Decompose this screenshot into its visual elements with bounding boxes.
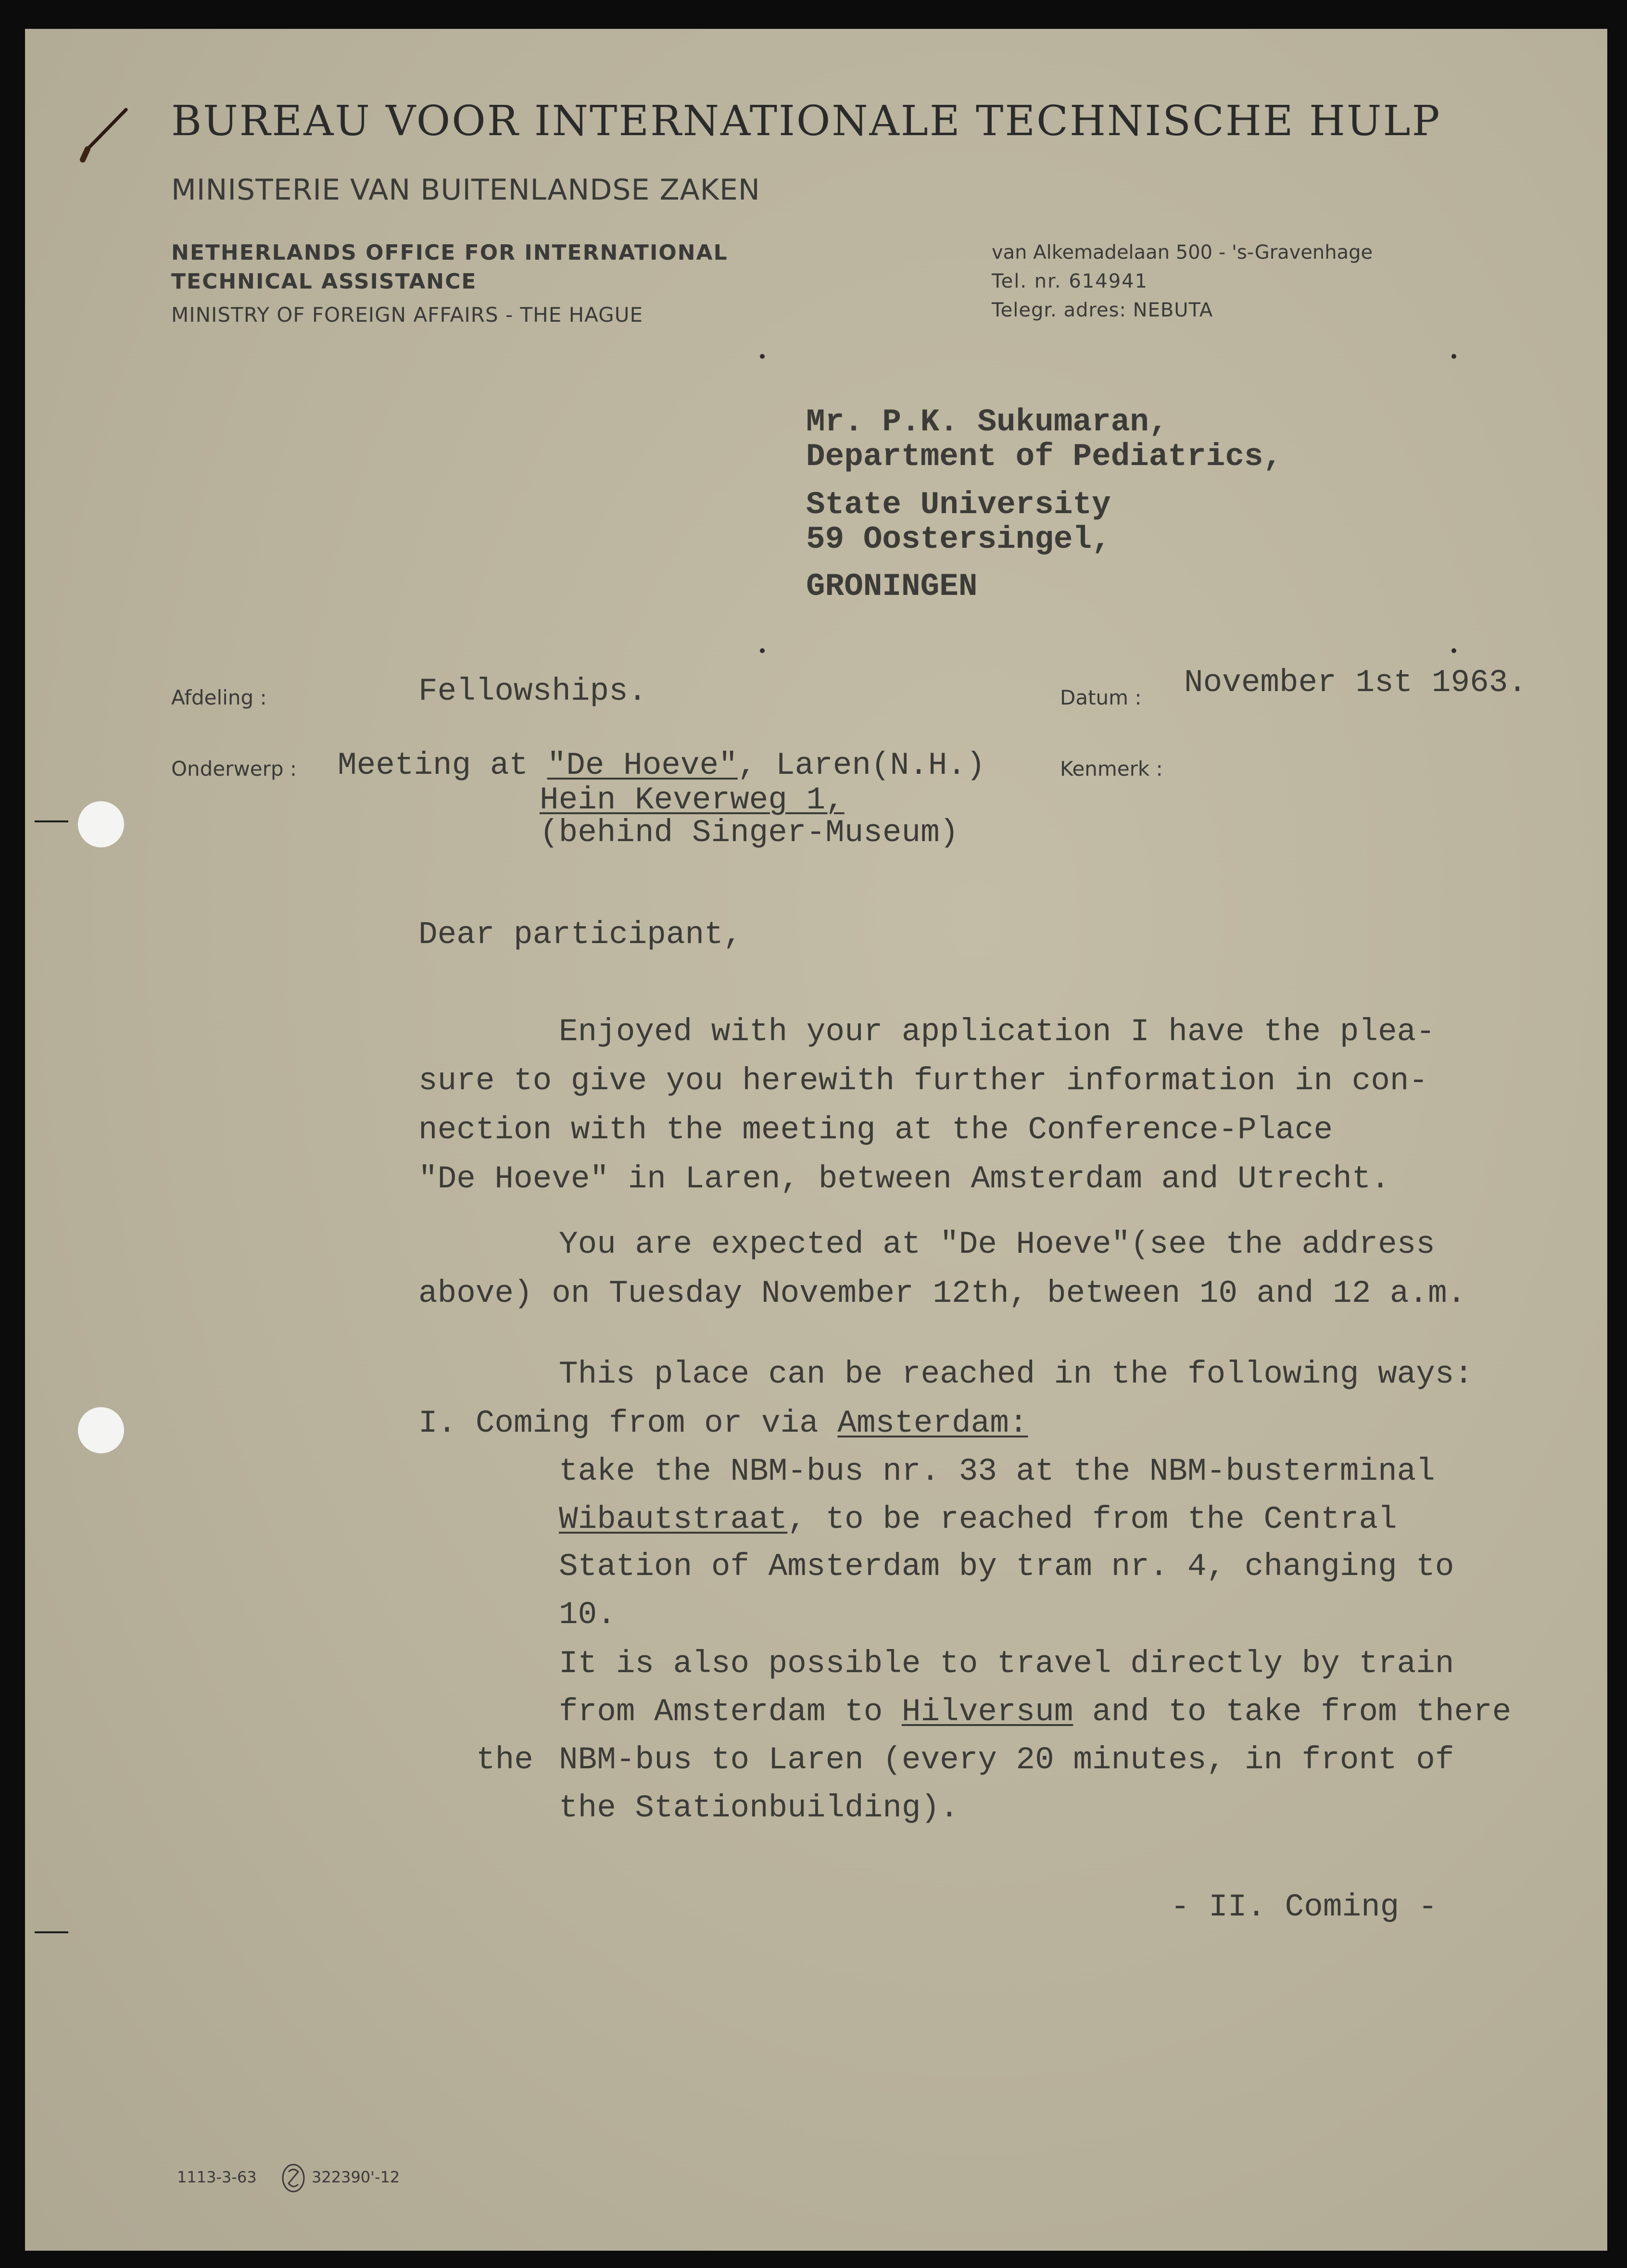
- p3-line-1: This place can be reached in the following ways:: [559, 1356, 1474, 1392]
- item1-line-5: 10.: [559, 1597, 616, 1633]
- item1-line-1: [418, 1405, 1028, 1441]
- item1-line-7-pre: from Amsterdam to: [559, 1694, 902, 1730]
- onderwerp-venue: "De Hoeve": [547, 747, 738, 783]
- onderwerp-pre: Meeting at: [338, 747, 547, 783]
- datum-value: November 1st 1963.: [1184, 665, 1527, 701]
- print-code: 322390'-12: [312, 2168, 400, 2186]
- onderwerp-street: Hein Keverweg 1,: [540, 782, 845, 818]
- onderwerp-label: Onderwerp :: [171, 757, 297, 781]
- letterhead-ministry-en: MINISTRY OF FOREIGN AFFAIRS - THE HAGUE: [171, 303, 643, 327]
- fold-tick-bottom: [35, 1931, 68, 1933]
- letter-sheet: [25, 29, 1607, 2251]
- item1-pre: I. Coming from or via: [418, 1405, 838, 1441]
- letterhead-office-en-2: TECHNICAL ASSISTANCE: [171, 269, 477, 294]
- item1-line-4: Station of Amsterdam by tram nr. 4, changing to: [559, 1549, 1454, 1585]
- item1-line-7-post: and to take from there: [1073, 1694, 1512, 1730]
- fold-tick-top: [35, 820, 68, 822]
- pen-mark-icon: [78, 106, 131, 164]
- item1-line-3: [559, 1501, 1397, 1537]
- window-mark-top-right: [1451, 354, 1456, 359]
- p1-line-4: "De Hoeve" in Laren, between Amsterdam and Utrecht.: [418, 1161, 1390, 1197]
- recipient-department: Department of Pediatrics,: [806, 439, 1283, 475]
- recipient-city: GRONINGEN: [806, 568, 978, 605]
- item1-line-2: take the NBM-bus nr. 33 at the NBM-busterminal: [559, 1453, 1435, 1489]
- onderwerp-post: , Laren(N.H.): [737, 747, 985, 783]
- item1-street: Wibautstraat: [559, 1501, 788, 1537]
- punch-hole-bottom: [78, 1407, 124, 1453]
- form-code: 1113-3-63: [177, 2168, 257, 2186]
- item1-line-3-post: , to be reached from the Central: [787, 1501, 1397, 1537]
- letterhead-title: BUREAU VOOR INTERNATIONALE TECHNISCHE HULP: [171, 97, 1441, 145]
- letterhead-ministry-nl: MINISTERIE VAN BUITENLANDSE ZAKEN: [171, 173, 760, 207]
- item1-line-8: NBM-bus to Laren (every 20 minutes, in front of: [559, 1742, 1454, 1778]
- recipient-street: 59 Oostersingel,: [806, 521, 1111, 557]
- window-mark-bottom-left: [760, 648, 765, 653]
- kenmerk-label: Kenmerk :: [1060, 757, 1163, 781]
- onderwerp-note: (behind Singer-Museum): [540, 815, 959, 851]
- letterhead-office-en-1: NETHERLANDS OFFICE FOR INTERNATIONAL: [171, 240, 728, 265]
- letterhead-address: van Alkemadelaan 500 - 's-Gravenhage: [992, 241, 1373, 264]
- p2-line-2: above) on Tuesday November 12th, between 10 and 12 a.m.: [418, 1275, 1466, 1311]
- item1-line-8-margin: the: [476, 1742, 533, 1778]
- recipient-institution: State University: [806, 487, 1111, 523]
- letterhead-phone: Tel. nr. 614941: [992, 270, 1148, 292]
- punch-hole-top: [78, 801, 124, 847]
- item1-city-hilversum: Hilversum: [901, 1694, 1073, 1730]
- window-mark-top-left: [760, 354, 765, 359]
- recipient-name: Mr. P.K. Sukumaran,: [806, 404, 1168, 440]
- letterhead-telegram: Telegr. adres: NEBUTA: [992, 299, 1213, 321]
- onderwerp-line-1: [338, 747, 985, 783]
- p1-line-3: nection with the meeting at the Conference-Place: [418, 1112, 1333, 1148]
- p1-line-1: Enjoyed with your application I have the plea-: [559, 1014, 1435, 1050]
- item1-line-6: It is also possible to travel directly by train: [559, 1646, 1454, 1682]
- item1-line-7: [559, 1694, 1511, 1730]
- printer-seal-icon: [279, 2161, 308, 2195]
- afdeling-label: Afdeling :: [171, 686, 267, 709]
- continuation-mark: - II. Coming -: [1171, 1889, 1438, 1925]
- item1-line-9: the Stationbuilding).: [559, 1790, 959, 1826]
- window-mark-bottom-right: [1451, 648, 1456, 653]
- datum-label: Datum :: [1060, 686, 1142, 709]
- p1-line-2: sure to give you herewith further information in con-: [418, 1063, 1428, 1099]
- afdeling-value: Fellowships.: [418, 673, 647, 709]
- item1-city: Amsterdam:: [837, 1405, 1028, 1441]
- salutation: Dear participant,: [418, 917, 743, 953]
- p2-line-1: You are expected at "De Hoeve"(see the address: [559, 1226, 1435, 1262]
